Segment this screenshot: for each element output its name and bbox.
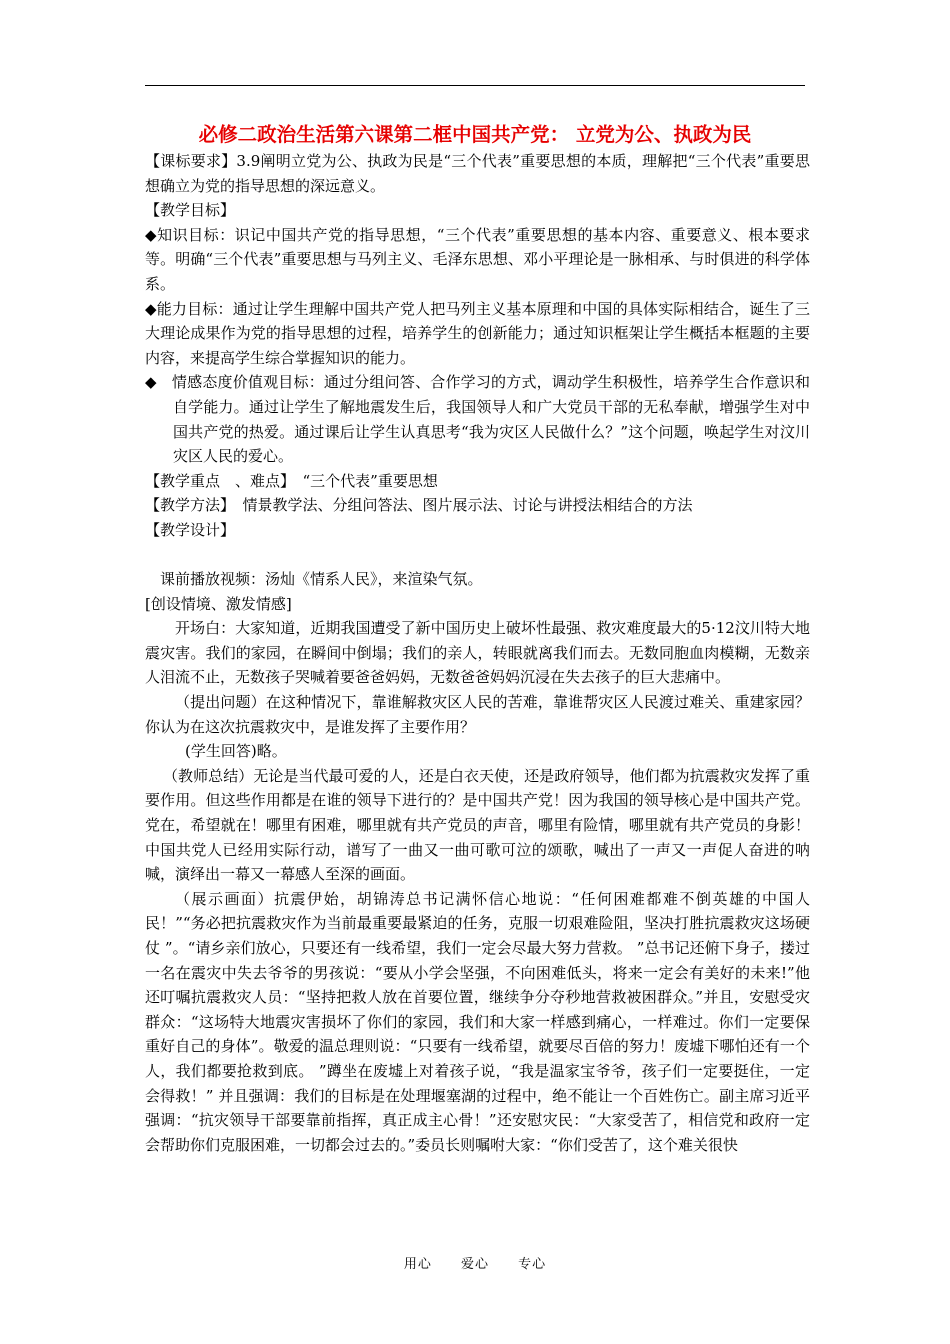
- curriculum-requirement: 【课标要求】3.9阐明立党为公、执政为民是“三个代表”重要思想的本质，理解把“三个代表”重要思想确立为党的指导思想的深远意义。: [145, 152, 810, 195]
- opening-remarks: 开场白：大家知道，近期我国遭受了新中国历史上破坏性最强、救灾难度最大的5·12汶川特大地震灾害。我们的家园，在瞬间中倒塌；我们的亲人，转眼就离我们而去。无数同胞血肉模糊，无数亲人泪流不止，无数孩子哭喊着要爸爸妈妈，无数爸爸妈妈沉浸在失去孩子的巨大悲痛中。: [145, 619, 810, 687]
- create-situation: [创设情境、激发情感]: [145, 594, 292, 613]
- attitude-goal: ◆ 情感态度价值观目标：通过分组问答、合作学习的方式，调动学生积极性，培养学生合作意识和自学能力。通过让学生了解地震发生后，我国领导人和广大党员干部的无私奉献，增强学生对中国共产党的热爱。通过课后让学生认真思考“我为灾区人民做什么？”这个问题，唤起学生对汶川灾区人民的爱心。: [145, 373, 810, 466]
- pre-class-video: 课前播放视频：汤灿《情系人民》，来渲染气氛。: [160, 570, 483, 589]
- page-footer: [0, 1253, 950, 1272]
- footer-item: 专心: [518, 1257, 547, 1272]
- ability-goal: ◆能力目标：通过让学生理解中国共产党人把马列主义基本原理和中国的具体实际相结合，诞生了三大理论成果作为党的指导思想的过程，培养学生的创新能力；通过知识框架让学生概括本框题的主要内容，来提高学生综合掌握知识的能力。: [145, 299, 810, 367]
- teacher-summary: （教师总结）无论是当代最可爱的人，还是白衣天使，还是政府领导，他们都为抗震救灾发挥了重要作用。但这些作用都是在谁的领导下进行的？是中国共产党！因为我国的领导核心是中国共产党。党在，希望就在！哪里有困难，哪里就有共产党员的声音，哪里有险情，哪里就有共产党员的身影！中国共党人已经用实际行动，谱写了一曲又一曲可歌可泣的颂歌，喊出了一声又一声促人奋进的呐喊，演绎出一幕又一幕感人至深的画面。: [145, 766, 810, 884]
- key-points: 【教学重点 、难点】 “三个代表”重要思想: [145, 471, 438, 490]
- blank-line: [145, 543, 810, 568]
- raise-question: （提出问题）在这种情况下，靠谁解救灾区人民的苦难，靠谁帮灾区人民渡过难关、重建家园？你认为在这次抗震救灾中，是谁发挥了主要作用？: [145, 693, 810, 736]
- header-rule: [145, 85, 805, 86]
- teaching-design-heading: 【教学设计】: [145, 520, 236, 539]
- footer-item: 用心: [403, 1257, 432, 1272]
- student-answer: (学生回答)略。: [185, 742, 287, 761]
- knowledge-goal: ◆知识目标：识记中国共产党的指导思想，“三个代表”重要思想的基本内容、重要意义、根本要求等。明确“三个代表”重要思想与马列主义、毛泽东思想、邓小平理论是一脉相承、与时俱进的科学体系。: [145, 225, 810, 293]
- teaching-methods: 【教学方法】 情景教学法、分组问答法、图片展示法、讨论与讲授法相结合的方法: [145, 496, 693, 515]
- document-body: [145, 149, 810, 1157]
- teaching-goals-heading: 【教学目标】: [145, 201, 236, 220]
- footer-item: 爱心: [460, 1257, 489, 1272]
- document-title: 必修二政治生活第六课第二框中国共产党： 立党为公、执政为民: [198, 123, 752, 146]
- show-pictures: （展示画面）抗震伊始，胡锦涛总书记满怀信心地说：“任何困难都难不倒英雄的中国人民！”“务必把抗震救灾作为当前最重要最紧迫的任务，克服一切艰难险阻，坚决打胜抗震救灾这场硬仗 ”。“请乡亲们放心，只要还有一线希望，我们一定会尽最大努力营救。 ”总书记还俯下身子，搂过一名在震灾中失去爷爷的男孩说：“要从小学会坚强，不向困难低头，将来一定会有美好的未来!”他还叮嘱抗震救灾人员：“坚持把救人放在首要位置，继续争分夺秒地营救被困群众。”并且，安慰受灾群众：“这场特大地震灾害损坏了你们的家园，我们和大家一样感到痛心，一样难过。你们一定要保重好自己的身体”。敬爱的温总理则说：“只要有一线希望，就要尽百倍的努力！废墟下哪怕还有一个人，我们都要抢救到底。 ”蹲坐在废墟上对着孩子说，“我是温家宝爷爷，孩子们一定要挺住，一定会得救！” 并且强调：我们的目标是在处理堰塞湖的过程中，绝不能让一个百姓伤亡。副主席习近平强调：“抗灾领导干部要靠前指挥，真正成主心骨！”还安慰灾民：“大家受苦了，相信党和政府一定会帮助你们克服困难，一切都会过去的。”委员长则嘱咐大家：“你们受苦了，这个难关很快: [145, 889, 810, 1154]
